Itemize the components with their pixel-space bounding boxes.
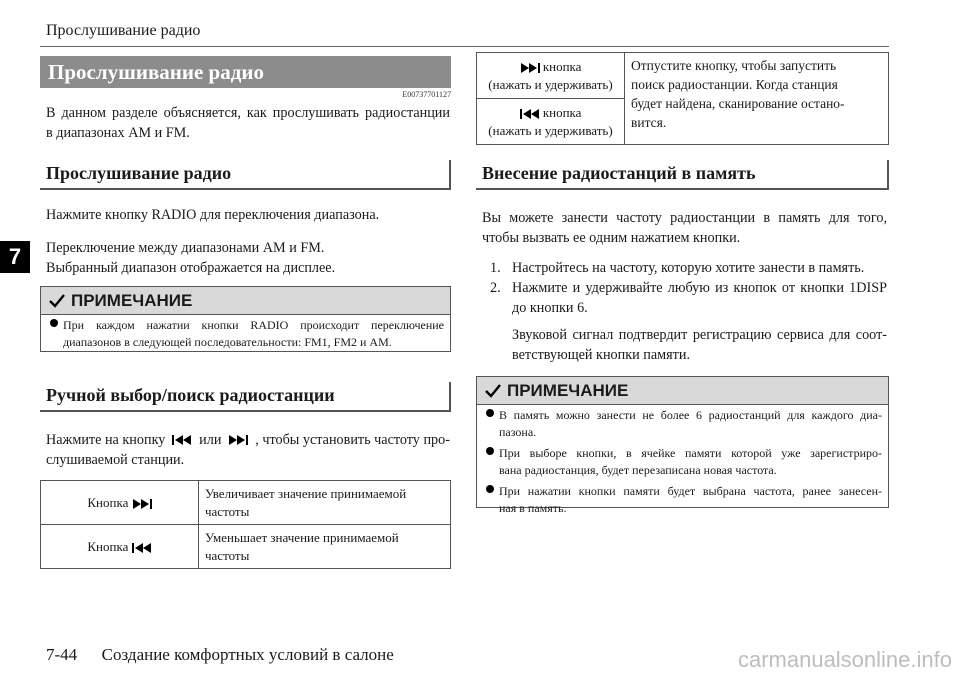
note-header	[41, 287, 450, 315]
running-header: Прослушивание радио	[46, 22, 201, 39]
table-cell-button	[477, 53, 625, 99]
footer	[46, 645, 394, 665]
button-label: кнопка	[542, 104, 582, 120]
sec1-p2	[46, 238, 450, 278]
sec1-p2-line-1: Переключение между диапазонами AM и FM.	[46, 240, 325, 256]
note-item	[477, 405, 888, 443]
desc-line: Увеличивает значение принимаемой	[205, 485, 407, 501]
button-label: Кнопка	[87, 494, 129, 510]
step-number: 2.	[490, 280, 501, 296]
section-title-manual: Ручной выбор/поиск радиостанции	[40, 382, 451, 412]
note-item	[477, 443, 888, 481]
sec3-paragraph	[482, 208, 887, 248]
sec2-text-b: , чтобы установить частоту про-	[255, 432, 450, 448]
note-item-line: пазона.	[499, 425, 537, 439]
sec3-line-1: Вы можете занести частоту радиостанции в память для того,	[482, 210, 887, 226]
chapter-tab: 7	[0, 241, 30, 273]
note-header	[477, 377, 888, 405]
step-number: 1.	[490, 260, 501, 276]
table-cell-button	[41, 525, 199, 569]
page-number: 7-44	[46, 645, 78, 664]
note-item-line: В память можно занести не более 6 радиостанций для каждого диа-	[499, 408, 882, 422]
skip-forward-icon	[132, 499, 152, 509]
table-row	[41, 481, 451, 525]
desc-line: вится.	[631, 115, 667, 130]
list-item	[490, 278, 887, 318]
sec2-text-or: или	[199, 432, 222, 448]
step-line: Настройтесь на частоту, которую хотите занести в память.	[512, 260, 865, 276]
section-title-radio: Прослушивание радио	[40, 160, 451, 190]
bullet-icon	[50, 319, 58, 327]
sec2-text-a: Нажмите на кнопку	[46, 432, 166, 448]
pencil-check-icon	[483, 382, 503, 400]
seek-table	[476, 52, 889, 145]
intro-line-1: В данном разделе объясняется, как прослушивать радиостанции	[46, 105, 450, 121]
sec2-line-1	[46, 430, 450, 450]
note-title: ПРИМЕЧАНИЕ	[507, 380, 629, 400]
note-item-line: вана радиостанция, будет перезаписана новая частота.	[499, 463, 777, 477]
table-row	[477, 53, 889, 99]
table-cell-desc	[625, 53, 889, 145]
table-cell-button	[41, 481, 199, 525]
button-sub: (нажать и удерживать)	[488, 76, 613, 92]
button-label: кнопка	[542, 58, 582, 74]
skip-back-icon	[520, 109, 540, 119]
bullet-icon	[486, 447, 494, 455]
note-item-line: диапазонов в следующей последовательности: FM1, FM2 и AM.	[63, 335, 392, 349]
button-sub: (нажать и удерживать)	[488, 122, 613, 138]
table-cell-button	[477, 99, 625, 145]
note-item-line: При каждом нажатии кнопки RADIO происходит переключение	[63, 318, 444, 332]
skip-back-icon	[172, 435, 192, 445]
footer-title: Создание комфортных условий в салоне	[101, 645, 394, 664]
sec2-line-2: слушиваемой станции.	[46, 452, 185, 468]
desc-line: частоты	[205, 547, 250, 563]
sec3-p2-line-1: Звуковой сигнал подтвердит регистрацию сервиса для соот-	[512, 327, 887, 343]
table-row	[41, 525, 451, 569]
note-item-line: При выборе кнопки, в ячейке памяти которой уже зарегистриро-	[499, 446, 882, 460]
bullet-icon	[486, 485, 494, 493]
skip-forward-icon	[228, 435, 248, 445]
table-cell-desc	[199, 481, 451, 525]
doc-code: E00737701127	[402, 90, 451, 99]
intro-line-2: в диапазонах AM и FM.	[46, 125, 190, 141]
list-item	[490, 258, 887, 278]
sec3-p2-line-2: ветствующей кнопки памяти.	[512, 347, 690, 363]
step-line: Нажмите и удерживайте любую из кнопок от кнопки 1DISP	[512, 280, 887, 296]
steps-list	[490, 258, 887, 318]
table-cell-desc	[199, 525, 451, 569]
desc-line: частоты	[205, 503, 250, 519]
bullet-icon	[486, 409, 494, 417]
note-box-2	[476, 376, 889, 515]
note-item	[477, 481, 888, 519]
skip-back-icon	[132, 543, 152, 553]
header-rule	[40, 46, 889, 47]
pencil-check-icon	[47, 292, 67, 310]
button-label-line	[483, 104, 618, 122]
step-line: до кнопки 6.	[512, 300, 588, 316]
note-title: ПРИМЕЧАНИЕ	[71, 290, 193, 310]
desc-line: будет найдена, сканирование остано-	[631, 96, 845, 111]
button-label: Кнопка	[87, 538, 129, 554]
section-title-memory: Внесение радиостанций в память	[476, 160, 889, 190]
desc-line: Уменьшает значение принимаемой	[205, 529, 399, 545]
skip-forward-icon	[520, 63, 540, 73]
sec3-line-2: чтобы вызвать ее одним нажатием кнопки.	[482, 230, 741, 246]
desc-line: поиск радиостанции. Когда станция	[631, 77, 838, 92]
note-item-line: ная в память.	[499, 501, 567, 515]
main-section-band: Прослушивание радио	[40, 56, 451, 88]
note-item	[41, 315, 450, 353]
buttons-table	[40, 480, 451, 569]
note-item-line: При нажатии кнопки памяти будет выбрана частота, ранее занесен-	[499, 484, 882, 498]
note-box-1	[40, 286, 451, 352]
button-label-line	[483, 58, 618, 76]
desc-line: Отпустите кнопку, чтобы запустить	[631, 58, 837, 73]
intro-paragraph	[46, 103, 450, 143]
watermark: carmanualsonline.info	[737, 647, 952, 672]
sec2-paragraph	[46, 430, 450, 470]
sec1-p1: Нажмите кнопку RADIO для переключения диапазона.	[46, 207, 380, 223]
sec3-paragraph-2	[512, 325, 887, 365]
sec1-p2-line-2: Выбранный диапазон отображается на дисплее.	[46, 260, 336, 276]
